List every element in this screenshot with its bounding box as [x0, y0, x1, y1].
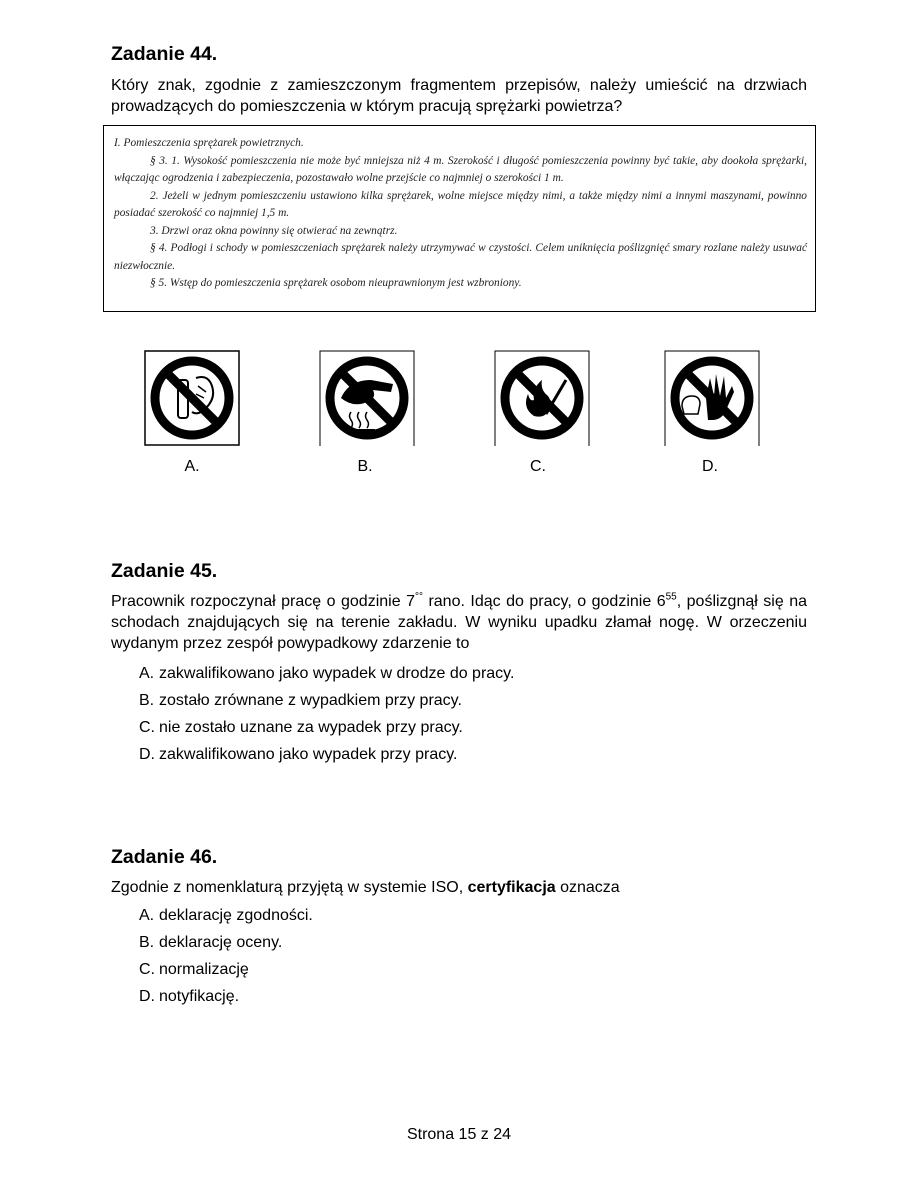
regulation-line: § 4. Podłogi i schody w pomieszczeniach sprężarek należy utrzymywać w czystości. Celem uniknięcia poślizgnięć smary rozlane należy usuwać niezwłocznie. — [114, 242, 807, 272]
answer-option: B. zostało zrównane z wypadkiem przy pracy. — [139, 692, 462, 709]
regulation-excerpt-box — [103, 125, 816, 312]
task-45 — [111, 559, 807, 768]
sign-a — [144, 350, 240, 446]
regulation-line: 3. Drzwi oraz okna powinny się otwierać na zewnątrz. — [150, 224, 398, 237]
task-45-question: Pracownik rozpoczynał pracę o godzinie 7°° rano. Idąc do pracy, o godzinie $6^{55}$, poślizgnął się na schodach znajdujących się na terenie zakładu. W wyniku upadku złamał nogę. W orzeczeniu wydanym przez zespół powypadkowy zdarzenie to — [111, 591, 808, 652]
answer-option: A. zakwalifikowano jako wypadek w drodze do pracy. — [139, 665, 515, 682]
no-entry-unauthorized-icon — [664, 350, 760, 446]
task-46 — [111, 845, 807, 1010]
sign-d-label: D. — [702, 458, 718, 475]
sign-c-label: C. — [530, 458, 546, 475]
answer-option: D. notyfikację. — [139, 988, 240, 1005]
answer-option: B. deklarację oceny. — [139, 934, 283, 951]
answer-option: C. normalizację — [139, 961, 249, 978]
sign-b — [319, 350, 415, 446]
answer-option: A. deklarację zgodności. — [139, 907, 313, 924]
no-phone-icon — [144, 350, 240, 446]
sign-b-label: B. — [357, 458, 373, 475]
task-44-title: Zadanie 44. — [111, 43, 218, 65]
answer-option: D. zakwalifikowano jako wypadek przy pracy. — [139, 746, 458, 763]
task-44-question: Który znak, zgodnie z zamieszczonym fragmentem przepisów, należy umieścić na drzwiach prowadzących do pomieszczenia w którym pracują sprężarki powietrza? — [111, 77, 807, 115]
task-45-title: Zadanie 45. — [111, 560, 218, 582]
task-44 — [111, 42, 807, 117]
no-open-flame-icon — [494, 350, 590, 446]
sign-c — [494, 350, 590, 446]
task-46-answers — [111, 902, 807, 1010]
page-footer: Strona 15 z 24 — [406, 1126, 512, 1143]
regulation-line: § 3. 1. Wysokość pomieszczenia nie może być mniejsza niż 4 m. Szerokość i długość pomieszczenia powinny być takie, aby dookoła sprężarki, włączając ogrodzenia i zabezpieczenia, pozostawało wolne przejście co najmniej o szerokości 1 m. — [114, 154, 807, 184]
regulation-line: § 5. Wstęp do pomieszczenia sprężarek osobom nieuprawnionym jest wzbroniony. — [150, 277, 522, 289]
no-touching-hot-surface-icon — [319, 350, 415, 446]
task-46-question: Zgodnie z nomenklaturą przyjętą w systemie ISO, certyfikacja oznacza — [111, 879, 620, 896]
task-45-answers — [111, 660, 807, 768]
regulation-line: 2. Jeżeli w jednym pomieszczeniu ustawiono kilka sprężarek, wolne miejsce między nimi, a także między nimi a innymi maszynami, powinno posiadać szerokość co najmniej 1,5 m. — [114, 189, 807, 219]
task-46-title: Zadanie 46. — [111, 846, 218, 868]
sign-d — [664, 350, 760, 446]
regulation-line: I. Pomieszczenia sprężarek powietrznych. — [114, 137, 304, 149]
answer-option: C. nie zostało uznane za wypadek przy pracy. — [139, 719, 463, 736]
sign-a-label: A. — [184, 458, 200, 475]
